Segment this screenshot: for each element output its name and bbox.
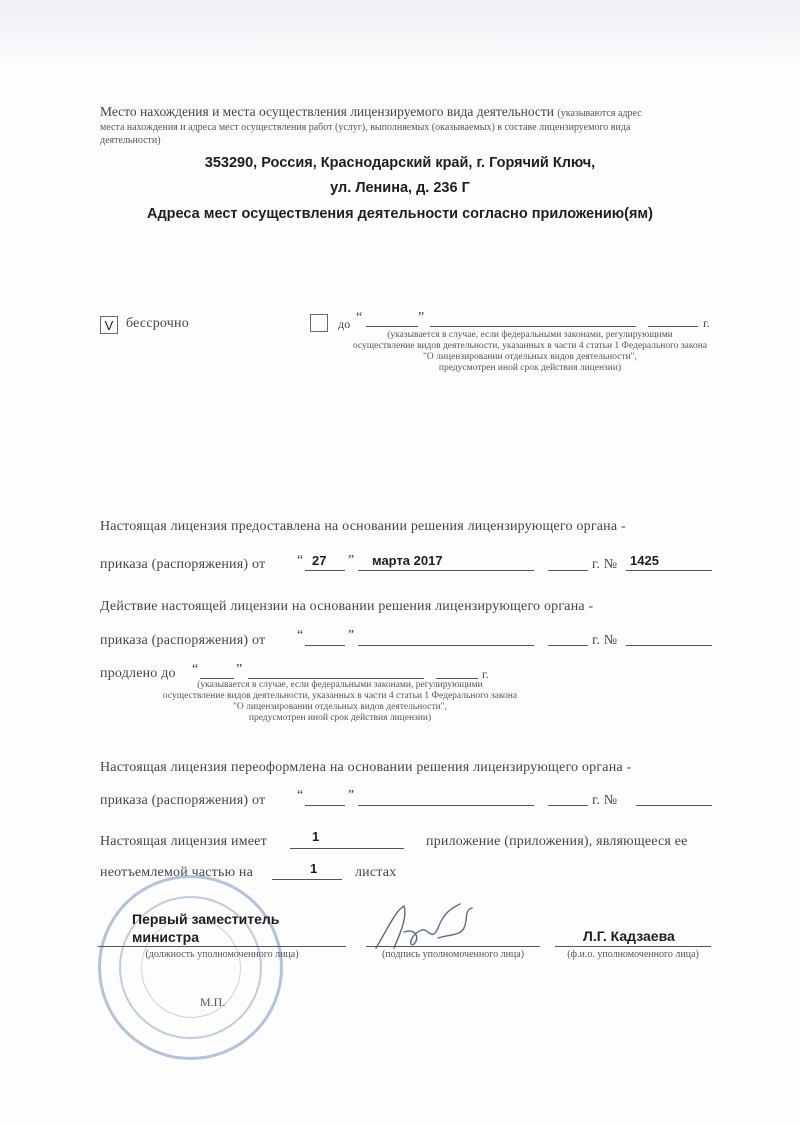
extension-close-quote: ” bbox=[348, 628, 355, 643]
name-line bbox=[555, 946, 711, 947]
seal-label: М.П. bbox=[200, 995, 226, 1009]
validity-note-3: "О лицензировании отдельных видов деятельности", bbox=[423, 352, 637, 362]
header-band bbox=[0, 0, 800, 70]
extension-note-3: "О лицензировании отдельных видов деятельности", bbox=[233, 702, 447, 712]
indefinite-checkbox[interactable]: V bbox=[100, 316, 118, 334]
grant-open-quote: “ bbox=[297, 553, 304, 568]
extended-day-line bbox=[200, 678, 234, 679]
extension-year-label: г. № bbox=[592, 633, 618, 648]
extended-year-suffix: г. bbox=[482, 667, 489, 681]
name-caption: (ф.и.о. уполномоченного лица) bbox=[567, 949, 699, 960]
position-caption: (должность уполномоченного лица) bbox=[145, 949, 299, 960]
address-line-2: ул. Ленина, д. 236 Г bbox=[330, 180, 470, 196]
reissue-close-quote: ” bbox=[348, 788, 355, 803]
grant-day-line bbox=[305, 570, 345, 571]
until-prefix: до bbox=[338, 317, 351, 331]
validity-note-2: осуществление видов деятельности, указанных в части 4 статьи 1 Федерального закона bbox=[352, 341, 708, 351]
sheets-suffix: листах bbox=[355, 865, 397, 880]
reissue-number-line bbox=[636, 805, 712, 806]
sheets-count-line bbox=[272, 879, 342, 880]
grant-extra-line bbox=[548, 570, 588, 571]
attachments-suffix: приложение (приложения), являющееся ее bbox=[426, 834, 688, 849]
address-note-line-2: места нахождения и адреса мест осуществления работ (услуг), выполняемых (оказываемых) в составе лицензируемого вида bbox=[100, 122, 631, 133]
reissue-open-quote: “ bbox=[297, 788, 304, 803]
grant-year-label: г. № bbox=[592, 557, 618, 572]
attachments-count-line bbox=[290, 848, 404, 849]
signer-position-1: Первый заместитель bbox=[132, 911, 280, 927]
grant-order-prefix: приказа (распоряжения) от bbox=[100, 557, 266, 572]
grant-number-line bbox=[626, 570, 712, 571]
attachments-prefix: Настоящая лицензия имеет bbox=[100, 834, 267, 849]
extension-note bbox=[120, 680, 560, 724]
extension-note-1: (указывается в случае, если федеральными законами, регулирующими bbox=[197, 680, 483, 690]
address-heading-note: (указываются адрес bbox=[557, 108, 642, 119]
extended-month-line bbox=[248, 678, 424, 679]
extension-order-prefix: приказа (распоряжения) от bbox=[100, 633, 266, 648]
extension-line-1: Действие настоящей лицензии на основании решения лицензирующего органа - bbox=[100, 599, 594, 614]
signature-caption: (подпись уполномоченного лица) bbox=[381, 949, 525, 960]
until-month-line bbox=[430, 326, 636, 327]
grant-day: 27 bbox=[312, 553, 327, 568]
validity-note-1: (указывается в случае, если федеральными законами, регулирующими bbox=[387, 330, 673, 340]
until-year-line bbox=[648, 326, 698, 327]
grant-line-1: Настоящая лицензия предоставлена на основании решения лицензирующего органа - bbox=[100, 519, 626, 534]
until-open-quote: “ bbox=[356, 310, 363, 325]
sheets-prefix: неотъемлемой частью на bbox=[100, 865, 254, 880]
extended-open-quote: “ bbox=[192, 662, 199, 677]
grant-number: 1425 bbox=[630, 553, 659, 568]
reissue-month-line bbox=[358, 805, 534, 806]
signer-position-2: министра bbox=[132, 929, 200, 945]
validity-note-4: предусмотрен иной срок действия лицензии) bbox=[438, 363, 622, 373]
official-seal bbox=[98, 875, 283, 1060]
extended-prefix: продлено до bbox=[100, 666, 176, 681]
reissue-line-1: Настоящая лицензия переоформлена на основании решения лицензирующего органа - bbox=[100, 760, 632, 775]
extended-close-quote: ” bbox=[236, 662, 243, 677]
until-year-suffix: г. bbox=[703, 316, 710, 330]
attachments-count: 1 bbox=[312, 829, 320, 844]
extension-note-2: осуществление видов деятельности, указанных в части 4 статьи 1 Федерального закона bbox=[162, 691, 518, 701]
extension-open-quote: “ bbox=[297, 628, 304, 643]
extension-month-line bbox=[358, 645, 534, 646]
address-line-1: 353290, Россия, Краснодарский край, г. Горячий Ключ, bbox=[204, 155, 596, 171]
grant-close-quote: ” bbox=[348, 553, 355, 568]
extension-extra-line bbox=[548, 645, 588, 646]
indefinite-label: бессрочно bbox=[126, 316, 189, 331]
reissue-order-prefix: приказа (распоряжения) от bbox=[100, 793, 266, 808]
until-close-quote: ” bbox=[418, 310, 425, 325]
address-heading bbox=[100, 104, 720, 120]
reissue-day-line bbox=[305, 805, 345, 806]
extension-day-line bbox=[305, 645, 345, 646]
grant-month: марта 2017 bbox=[372, 553, 443, 568]
reissue-extra-line bbox=[548, 805, 588, 806]
address-line-3: Адреса мест осуществления деятельности согласно приложению(ям) bbox=[147, 206, 653, 222]
grant-month-line bbox=[358, 570, 534, 571]
extension-note-4: предусмотрен иной срок действия лицензии) bbox=[248, 713, 432, 723]
position-line bbox=[98, 946, 346, 947]
signer-name: Л.Г. Кадзаева bbox=[583, 928, 675, 944]
reissue-year-label: г. № bbox=[592, 793, 618, 808]
address-heading-text: Место нахождения и места осуществления лицензируемого вида деятельности bbox=[100, 104, 555, 119]
extended-year-line bbox=[436, 678, 478, 679]
sheets-count: 1 bbox=[310, 861, 318, 876]
until-day-line bbox=[366, 326, 418, 327]
signature-line bbox=[366, 946, 540, 947]
extension-number-line bbox=[626, 645, 712, 646]
validity-note bbox=[320, 330, 740, 374]
address-note-line-3: деятельности) bbox=[100, 135, 161, 146]
